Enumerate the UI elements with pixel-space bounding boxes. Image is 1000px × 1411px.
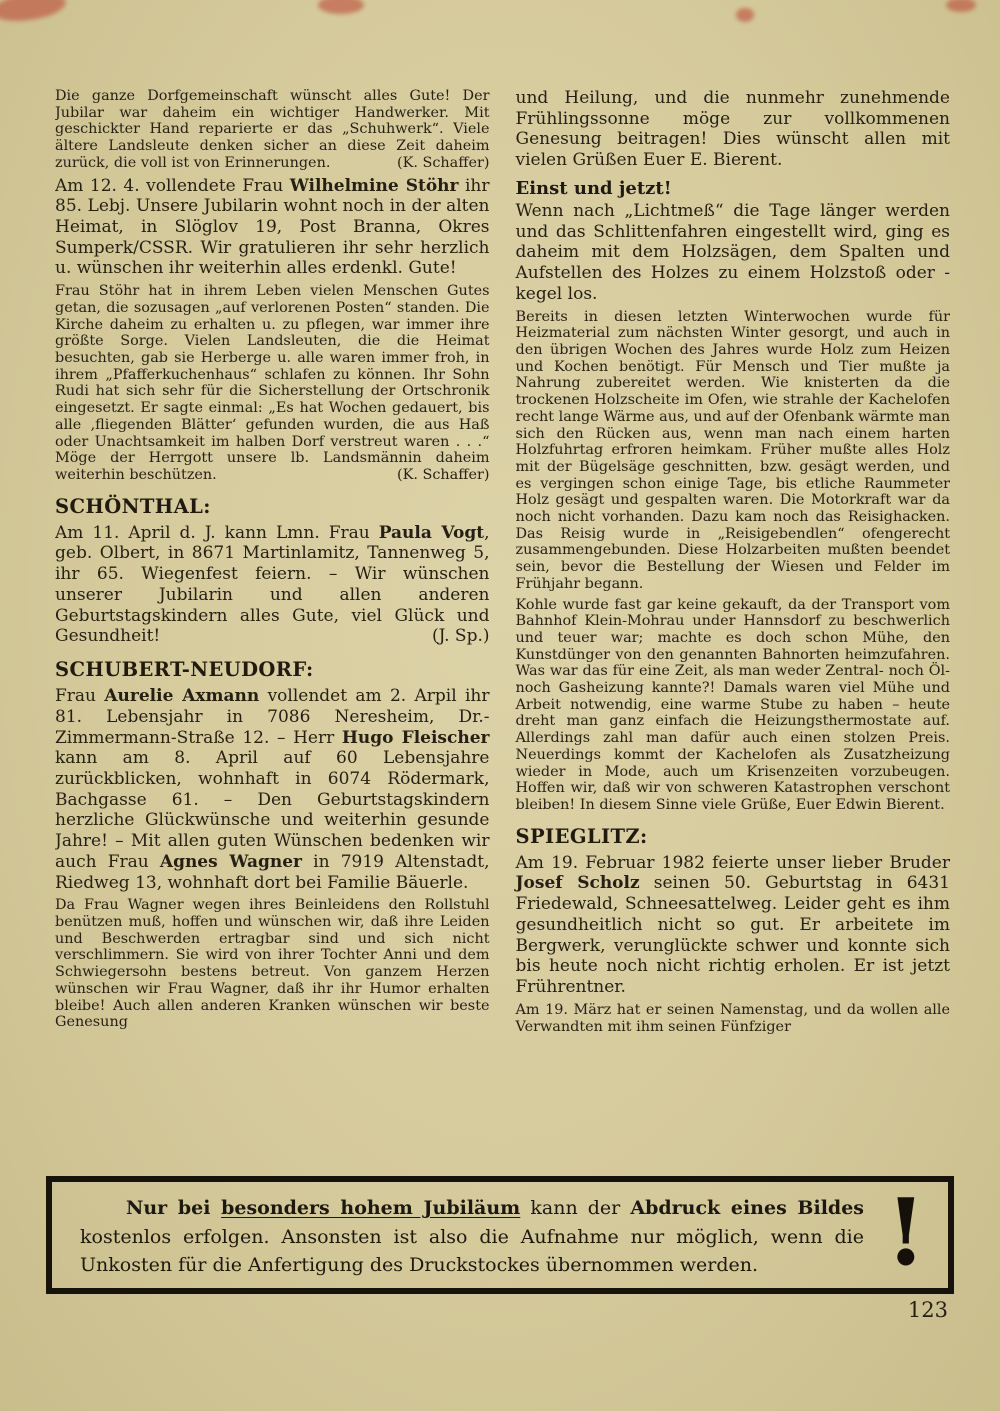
text-run: seinen 50. Geburtstag in 6431 Friedewald, Schneesattelweg. Leider geht es ihm gesundheitlich nicht so gut. Er arbeitete im Bergwerk, verunglückte schwer und konnte sich bis heute noch nicht richtig erholen. Er ist jetzt Frührentner. xyxy=(515,873,950,998)
text-run: Wilhelmine Stöhr xyxy=(289,175,459,196)
text-run: besonders hohem Jubiläum xyxy=(221,1197,521,1219)
text-run: Am 19. März hat er seinen Namenstag, und da wollen alle Verwandten mit ihm seinen Fünfziger xyxy=(515,1001,950,1035)
text-run: Aurelie Axmann xyxy=(104,686,260,707)
text-run: Am 12. 4. vollendete Frau xyxy=(55,175,290,196)
paragraph xyxy=(516,1002,951,1035)
article-content xyxy=(55,88,950,1170)
text-run: Kohle wurde fast gar keine gekauft, da der Transport vom Bahnhof Klein-Mohrau under Hannsdorf zu beschwerlich und teuer war; machte es doch schon Mühe, den Kunstdünger von den genannten Bahnorten heimzufahren. Was war das für eine Zeit, als man weder Zentral- noch Öl- noch Gasheizung kannte?! Damals waren viel Mühe und Arbeit notwendig, eine warme Stube zu haben – heute dreht man ganz einfach die Heizungsthermostate auf. Allerdings zahl man dafür auch einen stolzen Preis. Neuerdings kommt der Kachelofen als Zusatzheizung wieder in Mode, auch um Krisenzeiten vorzubeugen. Hoffen wir, daß wir von schweren Katastrophen verschont bleiben! In diesem Sinne viele Grüße, Euer Edwin Bierent. xyxy=(515,596,950,813)
section-heading: Einst und jetzt! xyxy=(515,177,672,199)
text-run: Frau Stöhr hat in ihrem Leben vielen Menschen Gutes getan, die sozusagen „auf verlorenen Posten“ standen. Die Kirche daheim zu erhalten u. zu pflegen, war immer ihre größte Sorge. Vielen Landsleuten, die die Heimat besuchten, gab sie Herberge u. alle waren immer froh, in ihrem „Pfafferkuchenhaus“ schlafen zu können. Ihr Sohn Rudi hat sich sehr für die Sicherstellung der Ortschronik eingesetzt. Er sagte einmal: „Es hat Wochen gedauert, bis alle ‚fliegenden Blätter‘ gefunden wurden, die aus Haß oder Unachtsamkeit im halben Dorf verstreut waren . . .“ Möge der Herrgott unsere lb. Landsmännin daheim weiterhin beschützen. xyxy=(55,283,490,483)
text-run: Nur bei xyxy=(126,1197,222,1219)
exclamation-mark: ! xyxy=(885,1178,926,1286)
paragraph xyxy=(516,597,951,814)
text-run: und Heilung, und die nunmehr zunehmende Frühlingssonne möge zur vollkommenen Genesung beitragen! Dies wünscht allen mit vielen Grüßen Euer E. Bierent. xyxy=(515,88,950,171)
text-run: , geb. Olbert, in 8671 Martinlamitz, Tannenweg 5, ihr 65. Wiegenfest feiern. – Wir wünschen unserer Jubilarin und allen anderen Geburtstagskindern alles Gute, viel Glück und Gesundheit! xyxy=(55,522,490,647)
section-heading: SCHUBERT-NEUDORF: xyxy=(55,658,314,682)
page-number: 123 xyxy=(907,1298,948,1322)
right-column xyxy=(516,88,951,1170)
text-run: Abdruck eines Bildes xyxy=(630,1197,864,1219)
text-run: kann der xyxy=(520,1197,631,1219)
left-column xyxy=(55,88,490,1170)
text-run: Paula Vogt xyxy=(378,522,485,543)
paragraph xyxy=(55,523,490,647)
text-run: Agnes Wagner xyxy=(159,851,303,872)
text-run: Josef Scholz xyxy=(515,873,640,894)
paragraph xyxy=(516,853,951,998)
text-run: in 7919 Altenstadt, Riedweg 13, wohnhaft dort bei Familie Bäuerle. xyxy=(55,851,490,893)
paragraph xyxy=(516,309,951,593)
text-run: Hugo Fleischer xyxy=(341,727,490,748)
text-run: Frau xyxy=(55,686,105,707)
red-ink-smudge xyxy=(946,0,976,12)
paragraph xyxy=(55,88,490,172)
text-run: Wenn nach „Lichtmeß“ die Tage länger werden und das Schlittenfahren eingestellt wird, ging es daheim mit dem Holzsägen, dem Spalten und Aufstellen des Holzes zu einem Holzstoß oder -kegel los. xyxy=(515,200,950,304)
paragraph xyxy=(55,176,490,280)
notice-text xyxy=(80,1194,864,1280)
red-ink-smudge xyxy=(0,0,67,25)
paragraph xyxy=(55,686,490,893)
text-run: kann am 8. April auf 60 Lebensjahre zurückblicken, wohnhaft in 6074 Rödermark, Bachgasse 61. – Den Geburtstagskindern herzliche Glückwünsche und weiterhin gesunde Jahre! – Mit allen guten Wünschen bedenken wir auch Frau xyxy=(55,748,490,872)
notice-box xyxy=(46,1176,954,1294)
section-heading: SCHÖNTHAL: xyxy=(55,494,211,518)
text-run: Die ganze Dorfgemeinschaft wünscht alles Gute! Der Jubilar war daheim ein wichtiger Handwerker. Mit geschickter Hand reparierte er das „Schuhwerk“. Viele ältere Landsleute denken sicher an diese Zeit daheim zurück, die voll ist von Erinnerungen. xyxy=(55,88,490,171)
section-heading: SPIEGLITZ: xyxy=(515,824,648,848)
text-run: Da Frau Wagner wegen ihres Beinleidens den Rollstuhl benützen muß, hoffen und wünschen wir, daß ihre Leiden und Beschwerden ertragbar sind und sich nicht verschlimmern. Sie wird von ihrer Tochter Anni und dem Schwiegersohn bestens betreut. Von ganzem Herzen wünschen wir Frau Wagner, daß ihr ihr Humor erhalten bleibe! Auch allen anderen Kranken wünschen wir beste Genesung xyxy=(55,897,490,1031)
paragraph xyxy=(55,283,490,483)
red-ink-smudge xyxy=(736,8,754,22)
text-run: Bereits in diesen letzten Winterwochen wurde für Heizmaterial zum nächsten Winter gesorgt, und auch in den übrigen Wochen des Jahres wurde Holz zum Heizen und Kochen benötigt. Für Mensch und Tier mußte ja Nahrung zubereitet werden. Wie knisterten da die trockenen Holzscheite im Ofen, wie strahle der Kachelofen recht lange Wärme aus, und auf der Ofenbank wärmte man sich den Rücken aus, wenn man nach einem harten Holzfuhrtag erfroren heimkam. Früher mußte alles Holz mit der Bügelsäge geschnitten, bzw. gesägt werden, und es vergingen schon einige Tage, bis etliche Raummeter Holz gesägt und gespalten waren. Die Motorkraft war da noch nicht vorhanden. Dazu kam noch das Reisighacken. Das Reisig wurde in „Reisigebendlen“ ofengerecht zusammengebunden. Diese Holzarbeiten mußten beendet sein, bevor die Bestellung der Wiesen und Felder im Frühjahr begann. xyxy=(515,308,950,592)
text-run: ihr 85. Lebj. Unsere Jubilarin wohnt noch in der alten Heimat, in Slöglov 19, Post Branna, Okres Sumperk/CSSR. Wir gratulieren ihr sehr herzlich u. wünschen ihr weiterhin alles erdenkl. Gute! xyxy=(55,175,490,279)
paragraph xyxy=(516,88,951,171)
text-run: kostenlos erfolgen. Ansonsten ist also die Aufnahme nur möglich, wenn die Unkosten für die Anfertigung des Druckstockes übernommen werden. xyxy=(80,1225,864,1276)
text-run: Am 19. Februar 1982 feierte unser lieber Bruder xyxy=(515,852,950,873)
signature: (J. Sp.) xyxy=(432,626,490,647)
text-run: vollendet am 2. Arpil ihr 81. Lebensjahr in 7086 Neresheim, Dr.-Zimmermann-Straße 12. – Herr xyxy=(55,686,490,748)
signature: (K. Schaffer) xyxy=(396,466,490,483)
text-run: Am 11. April d. J. kann Lmn. Frau xyxy=(55,522,379,543)
paragraph xyxy=(55,897,490,1031)
red-ink-smudge xyxy=(318,0,364,14)
paragraph xyxy=(516,201,951,305)
signature: (K. Schaffer) xyxy=(396,154,490,171)
